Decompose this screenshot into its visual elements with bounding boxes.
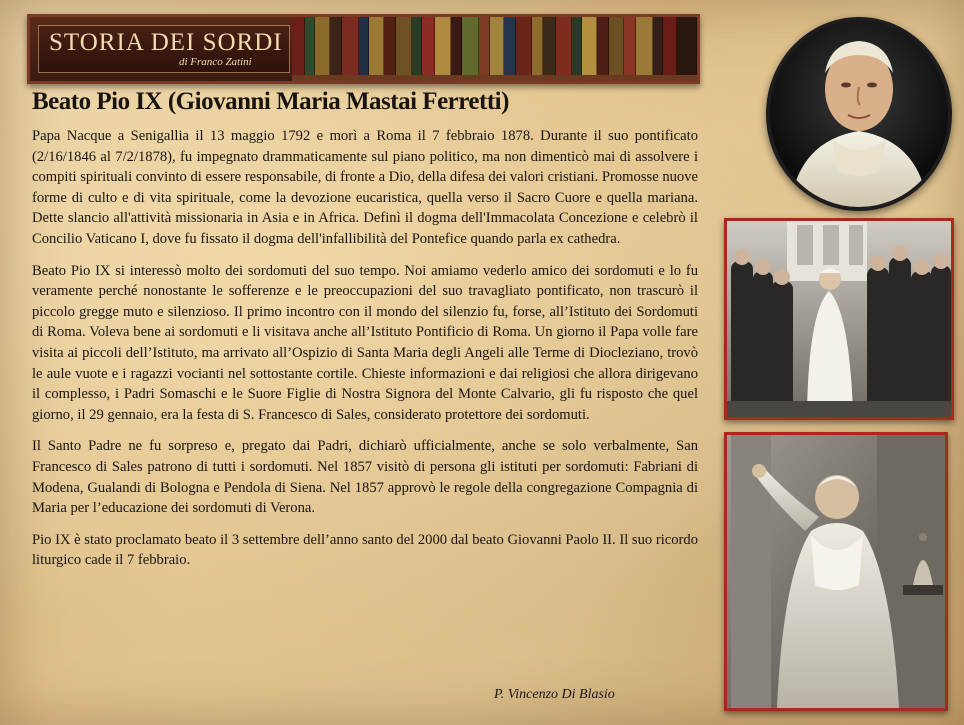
article-body — [32, 126, 698, 582]
portrait-illustration — [770, 21, 948, 207]
photo-pius-ix-group — [724, 218, 954, 420]
blessing-photo-illustration — [727, 435, 945, 708]
site-banner[interactable] — [27, 14, 700, 84]
banner-title: STORIA DEI SORDI — [49, 29, 283, 56]
paragraph-3: Il Santo Padre ne fu sorpreso e, pregato dai Padri, dichiarò ufficialmente, anche se solo verbalmente, San Francesco di Sales patrono di tutti i sordomuti. Nel 1857 visitò di persona gli istituti per sordomuti: Fabriani di Modena, Gualandi di Bologna e Pendola di Siena. Nel 1857 approvò le regole della congregazione Compagnia di Maria per l’educazione dei sordomuti di Verona. — [32, 438, 698, 517]
paragraph-4: Pio IX è stato proclamato beato il 3 settembre dell’anno santo del 2000 dal beato Giovanni Paolo II. Il suo ricordo liturgico cade il 7 febbraio. — [32, 531, 698, 569]
bookshelf-image — [292, 17, 697, 81]
paragraph-2: Beato Pio IX si interessò molto dei sordomuti del suo tempo. Noi amiamo vederlo amico dei sordomuti e lo fu veramente perché nonostante le sofferenze e le preoccupazioni del suo travagliato pontificato, non trascurò il piccolo gregge muto e silenzioso. Il primo incontro con il mondo del silenzio fu, forse, all’Istituto dei Sordomuti di Roma. Voleva bene ai sordomuti e li visitava anche all’Istituto Pontificio di Roma. Un giorno il Papa volle fare visita ai piccoli dell’Istituto, ma arrivato all’Ospizio di Santa Maria degli Angeli alle Terme di Diocleziano, trovò le aule vuote e i ragazzi vocianti nel sottostante cortile. Chieste informazioni e dai religiosi che allora dirigevano il complesso, i Padri Somaschi e le Suore Figlie di Nostra Signora del Monte Calvario, gli fu risposto che quel giorno, il 29 gennaio, era la festa di S. Francesco di Sales, considerato protettore dei sordomuti. — [32, 262, 698, 423]
author-signature: P. Vincenzo Di Blasio — [494, 687, 615, 702]
group-photo-illustration — [727, 221, 951, 417]
banner-subtitle: di Franco Zatini — [179, 56, 252, 68]
photo-pius-ix-blessing — [724, 432, 948, 711]
article-heading: Beato Pio IX (Giovanni Maria Mastai Ferretti) — [32, 88, 509, 115]
paragraph-1: Papa Nacque a Senigallia il 13 maggio 1792 e morì a Roma il 7 febbraio 1878. Durante il suo pontificato (2/16/1846 al 7/2/1878), fu impegnato drammaticamente sul piano politico, ma non dimenticò mai di assolvere i compiti spirituali convinto di essere responsabile, di fronte a Dio, della difesa dei valori cristiani. Promosse nuove forme di culto e di vita spirituale, come la devozione eucaristica, quella verso il Sacro Cuore e quella mariana. Dette slancio all'attività missionaria in Asia e in Africa. Definì il dogma dell'Immacolata Concezione e celebrò il Concilio Vaticano I, dove fu fissato il dogma dell'infallibilità del Pontefice quando parla ex cathedra. — [32, 128, 698, 247]
oval-portrait-pius-ix — [766, 17, 952, 211]
banner-title-box — [38, 25, 290, 73]
